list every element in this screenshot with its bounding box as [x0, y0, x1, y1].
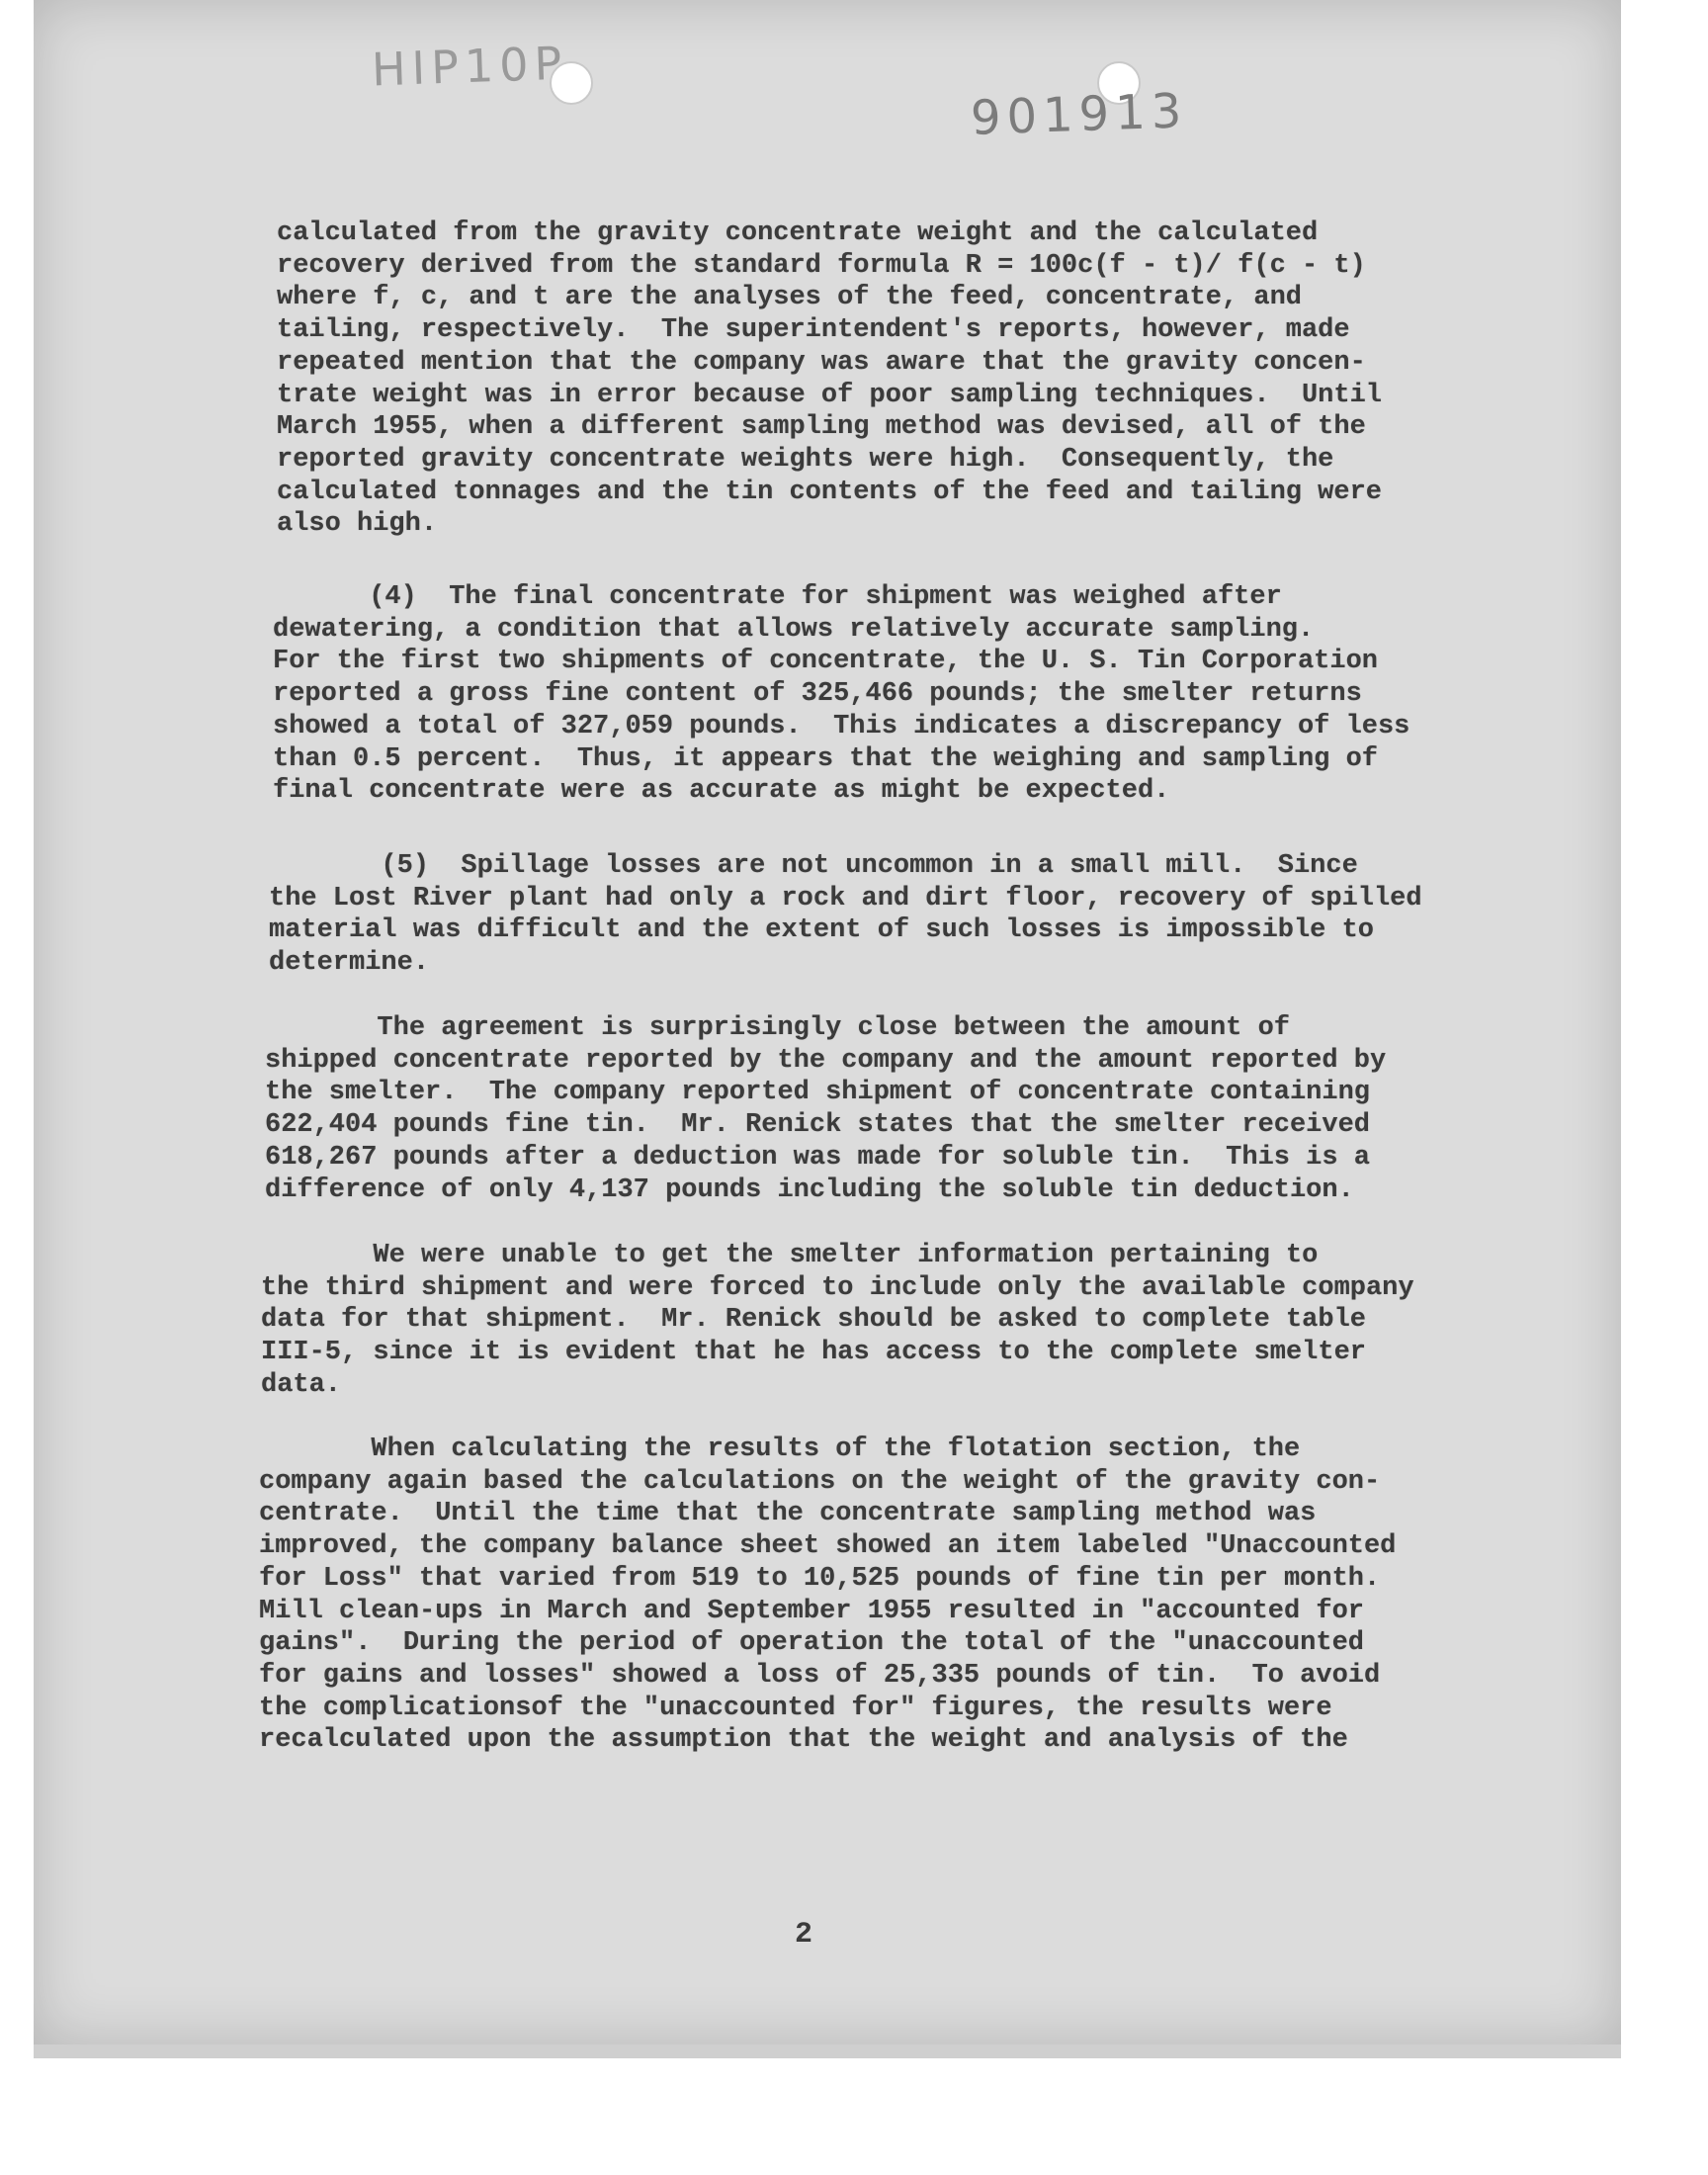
document-number: 901913 — [970, 83, 1189, 146]
page-number: 2 — [795, 1918, 813, 1952]
paragraph-flotation-section: When calculating the results of the flotation section, the company again based the calculations on the weight of the gravity con- centrate. Until the time that the concentrate sampling method was improved, the company balance sheet showed an item labeled "Unaccounted for Loss" that varied from 519 to 10,525 pounds of fine tin per month. Mill clean-ups in March and September 1955 resulted in "accounted for gains". During the period of operation the total of the "unaccounted for gains and losses" showed a loss of 25,335 pounds of tin. To avoid the complicationsof the "unaccounted for" figures, the results were recalculated upon the assumption that the weight and analysis of the — [259, 1435, 1397, 1756]
paragraph-final-concentrate: (4) The final concentrate for shipment was weighed after dewatering, a condition that allows relatively accurate sampling. For the first two shipments of concentrate, the U. S. Tin Corporation reported a gross fine content of 325,466 pounds; the smelter returns showed a total of 327,059 pounds. This indicates a discrepancy of less than 0.5 percent. Thus, it appears that the weighing and sampling of final concentrate were as accurate as might be expected. — [273, 582, 1410, 807]
paragraph-recovery-formula: calculated from the gravity concentrate weight and the calculated recovery derived from the standard formula R = 100c(f - t)/ f(c - t) where f, c, and t are the analyses of the feed, concentrate, and tailing, respectively. The superintendent's reports, however, made repeated mention that the company was aware that the gravity concen- trate weight was in error because of poor sampling techniques. Until March 1955, when a different sampling method was devised, all of the reported gravity concentrate weights were high. Consequently, the calculated tonnages and the tin contents of the feed and tailing were also high. — [277, 218, 1382, 540]
paragraph-shipment-agreement: The agreement is surprisingly close between the amount of shipped concentrate reported by the company and the amount reported by the smelter. The company reported shipment of concentrate containing 622,404 pounds fine tin. Mr. Renick states that the smelter received 618,267 pounds after a deduction was made for soluble tin. This is a difference of only 4,137 pounds including the soluble tin deduction. — [265, 1013, 1387, 1205]
handwritten-reference: HIP10P — [371, 36, 569, 97]
paragraph-spillage-losses: (5) Spillage losses are not uncommon in a small mill. Since the Lost River plant had only a rock and dirt floor, recovery of spilled material was difficult and the extent of such losses is impossible to determine. — [269, 851, 1422, 979]
sheet-bottom-edge — [34, 2044, 1621, 2058]
paragraph-third-shipment: We were unable to get the smelter information pertaining to the third shipment and were forced to include only the available company data for that shipment. Mr. Renick should be asked to complete table III-5, since it is evident that he has access to the complete smelter data. — [261, 1241, 1414, 1400]
